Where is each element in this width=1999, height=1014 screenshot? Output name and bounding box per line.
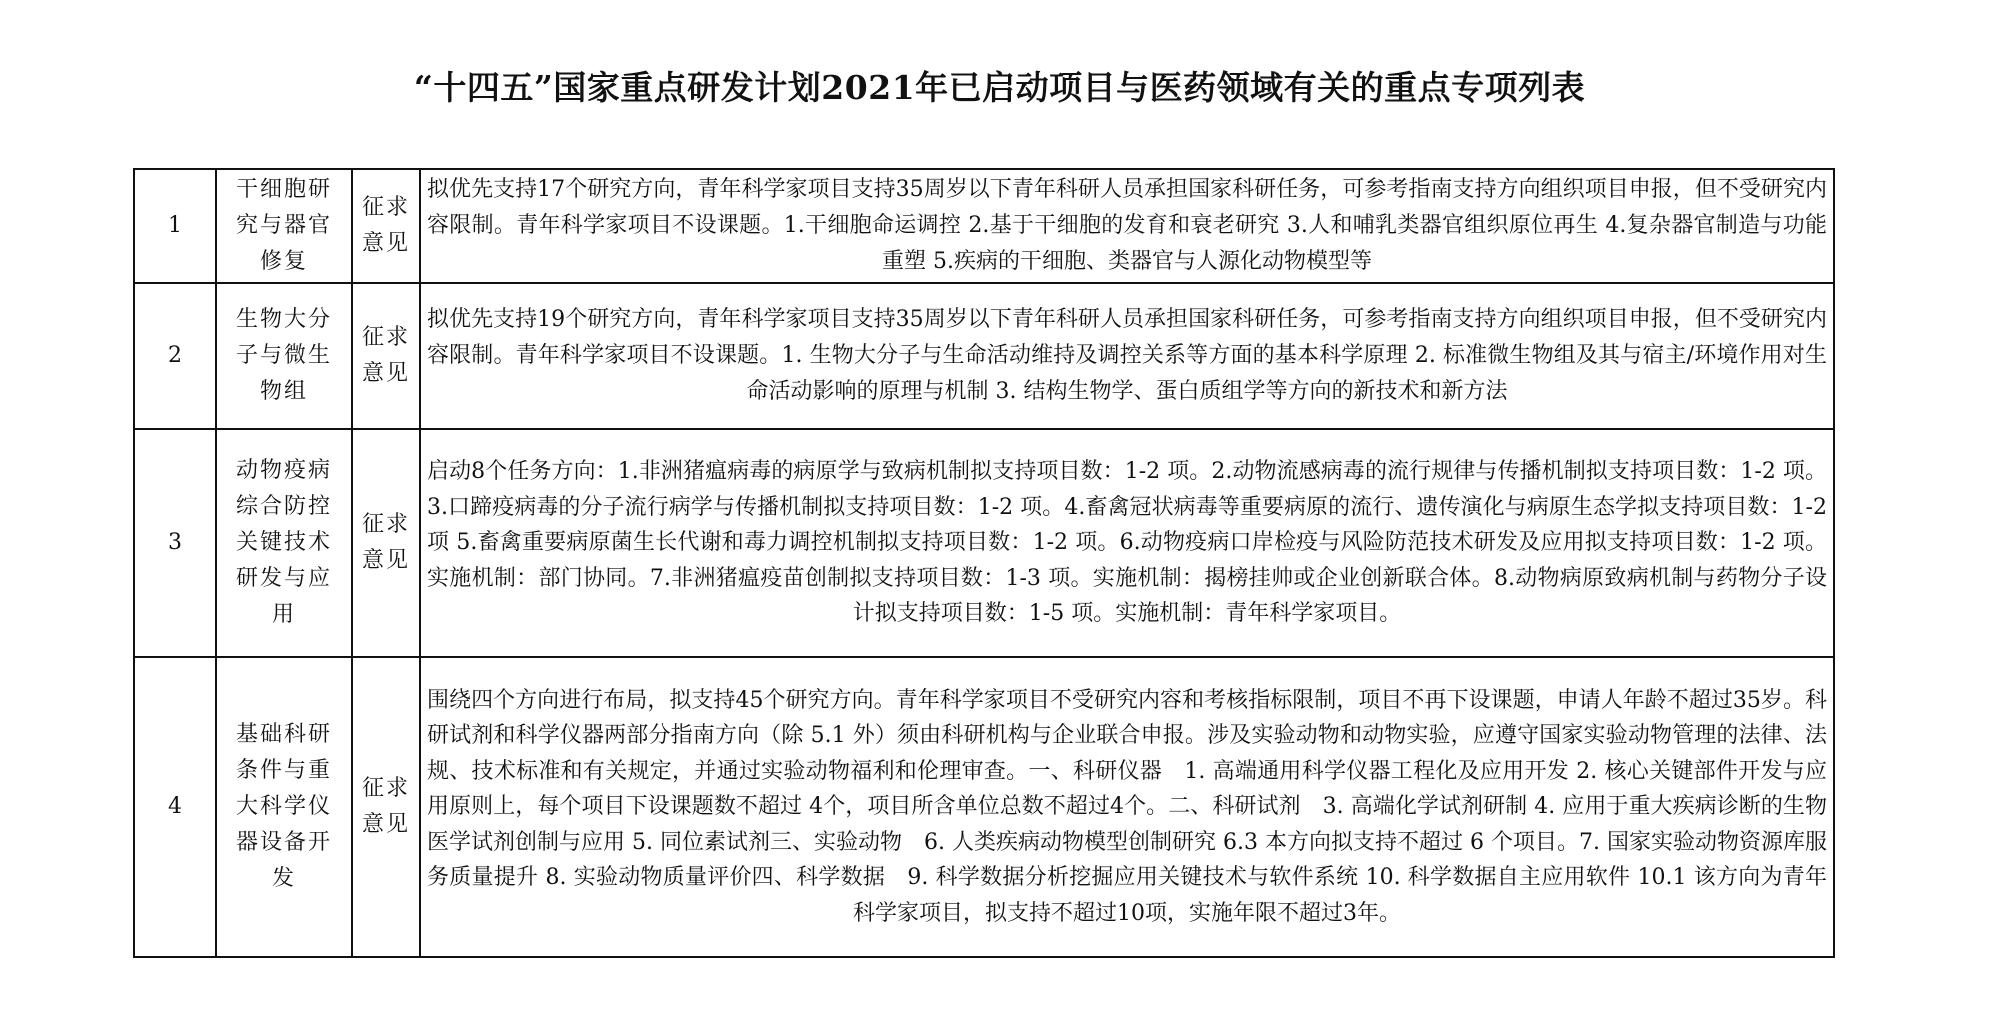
table-row: [134, 429, 1834, 657]
project-name: 干细胞研究与器官修复: [216, 169, 352, 283]
table-row: [134, 169, 1834, 283]
projects-table: [133, 168, 1835, 958]
project-description: 围绕四个方向进行布局，拟支持45个研究方向。青年科学家项目不受研究内容和考核指标限制，项目不再下设课题，申请人年龄不超过35岁。科研试剂和科学仪器两部分指南方向（除 5.1 外）须由科研机构与企业联合申报。涉及实验动物和动物实验，应遵守国家实验动物管理的法律、法规、技术标准和有关规定，并通过实验动物福利和伦理审查。一、科研仪器 1. 高端通用科学仪器工程化及应用开发 2. 核心关键部件开发与应用原则上，每个项目下设课题数不超过 4个，项目所含单位总数不超过4个。二、科研试剂 3. 高端化学试剂研制 4. 应用于重大疾病诊断的生物医学试剂创制与应用 5. 同位素试剂三、实验动物 6. 人类疾病动物模型创制研究 6.3 本方向拟支持不超过 6 个项目。7. 国家实验动物资源库服务质量提升 8. 实验动物质量评价四、科学数据 9. 科学数据分析挖掘应用关键技术与软件系统 10. 科学数据自主应用软件 10.1 该方向为青年科学家项目，拟支持不超过10项，实施年限不超过3年。: [420, 657, 1834, 957]
project-name: 基础科研条件与重大科学仪器设备开发: [216, 657, 352, 957]
row-number: 3: [134, 429, 216, 657]
page-title: “十四五”国家重点研发计划2021年已启动项目与医药领域有关的重点专项列表: [413, 68, 1586, 107]
row-number: 2: [134, 283, 216, 429]
project-name: 生物大分子与微生物组: [216, 283, 352, 429]
project-status: 征求意见: [352, 169, 420, 283]
project-status: 征求意见: [352, 429, 420, 657]
row-number: 1: [134, 169, 216, 283]
project-description: 拟优先支持19个研究方向，青年科学家项目支持35周岁以下青年科研人员承担国家科研任务，可参考指南支持方向组织项目申报，但不受研究内容限制。青年科学家项目不设课题。1. 生物大分子与生命活动维持及调控关系等方面的基本科学原理 2. 标准微生物组及其与宿主/环境作用对生命活动影响的原理与机制 3. 结构生物学、蛋白质组学等方向的新技术和新方法: [420, 283, 1834, 429]
project-name: 动物疫病综合防控关键技术研发与应用: [216, 429, 352, 657]
table-row: [134, 283, 1834, 429]
project-status: 征求意见: [352, 657, 420, 957]
project-status: 征求意见: [352, 283, 420, 429]
row-number: 4: [134, 657, 216, 957]
table-row: [134, 657, 1834, 957]
project-description: 拟优先支持17个研究方向，青年科学家项目支持35周岁以下青年科研人员承担国家科研任务，可参考指南支持方向组织项目申报，但不受研究内容限制。青年科学家项目不设课题。1.干细胞命运调控 2.基于干细胞的发育和衰老研究 3.人和哺乳类器官组织原位再生 4.复杂器官制造与功能重塑 5.疾病的干细胞、类器官与人源化动物模型等: [420, 169, 1834, 283]
project-description: 启动8个任务方向：1.非洲猪瘟病毒的病原学与致病机制拟支持项目数：1-2 项。2.动物流感病毒的流行规律与传播机制拟支持项目数：1-2 项。3.口蹄疫病毒的分子流行病学与传播机制拟支持项目数：1-2 项。4.畜禽冠状病毒等重要病原的流行、遗传演化与病原生态学拟支持项目数：1-2 项 5.畜禽重要病原菌生长代谢和毒力调控机制拟支持项目数：1-2 项。6.动物疫病口岸检疫与风险防范技术研发及应用拟支持项目数：1-2 项。实施机制：部门协同。7.非洲猪瘟疫苗创制拟支持项目数：1-3 项。实施机制：揭榜挂帅或企业创新联合体。8.动物病原致病机制与药物分子设计拟支持项目数：1-5 项。实施机制：青年科学家项目。: [420, 429, 1834, 657]
